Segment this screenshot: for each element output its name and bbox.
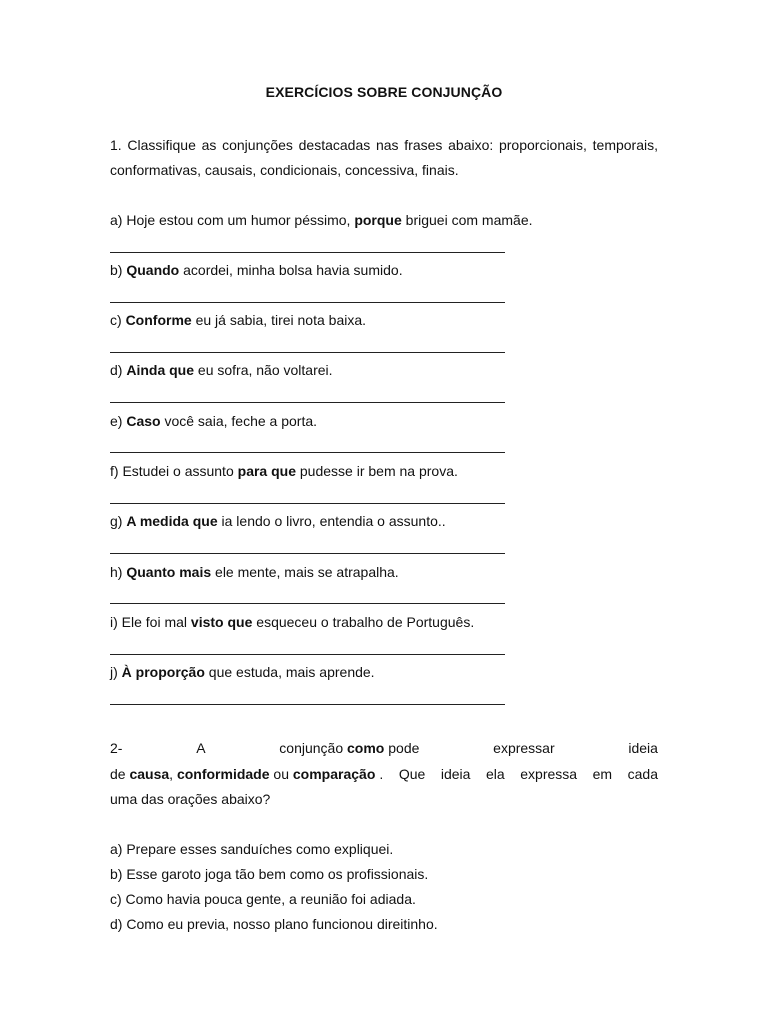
answer-line[interactable] [110, 654, 505, 655]
q1-item-c [110, 312, 366, 328]
highlighted-term: conformidade [176, 766, 270, 782]
item-text: eu já sabia, tirei nota baixa. [191, 312, 367, 328]
highlighted-conjunction: Ainda que [126, 362, 195, 378]
q2-word: expressar [493, 740, 555, 756]
q2-phrase: conjunção como pode [279, 740, 420, 756]
item-text: briguei com mamãe. [401, 212, 533, 228]
q2-phrase: de causa, conformidade ou comparação [110, 766, 376, 782]
item-text: c) [110, 312, 126, 328]
highlighted-conjunction: A medida que [126, 513, 218, 529]
q2-word: ideia [628, 740, 658, 756]
question-1-prompt: 1. Classifique as conjunções destacadas nas frases abaixo: proporcionais, temporais, conformativas, causais, condicionais, concessiva, finais. [110, 137, 658, 178]
page-title: EXERCÍCIOS SOBRE CONJUNÇÃO [265, 84, 503, 100]
highlighted-conjunction: Quanto mais [126, 564, 212, 580]
q1-item-e [110, 413, 317, 429]
item-text: que estuda, mais aprende. [204, 664, 375, 680]
q1-item-j [110, 664, 375, 680]
highlighted-conjunction: porque [354, 212, 402, 228]
q1-item-a [110, 212, 533, 228]
item-text: pudesse ir bem na prova. [296, 463, 458, 479]
q1-item-h [110, 564, 399, 580]
q2-word: A [196, 740, 206, 756]
item-text: d) [110, 362, 127, 378]
q1-item-d [110, 362, 333, 378]
highlighted-term: comparação [292, 766, 376, 782]
answer-line[interactable] [110, 402, 505, 403]
q1-item-f [110, 463, 458, 479]
highlighted-conjunction: para que [237, 463, 296, 479]
highlighted-conjunction: Conforme [125, 312, 192, 328]
highlighted-conjunction: Quando [126, 262, 180, 278]
highlighted-term: causa [129, 766, 170, 782]
question-2-line-1 [110, 740, 658, 756]
item-text: acordei, minha bolsa havia sumido. [179, 262, 403, 278]
item-text: e) [110, 413, 127, 429]
q1-item-i [110, 614, 474, 630]
answer-line[interactable] [110, 302, 505, 303]
item-text: ele mente, mais se atrapalha. [211, 564, 399, 580]
answer-line[interactable] [110, 252, 505, 253]
item-text: você saia, feche a porta. [160, 413, 318, 429]
answer-line[interactable] [110, 704, 505, 705]
highlighted-conjunction: À proporção [121, 664, 205, 680]
answer-line[interactable] [110, 452, 505, 453]
highlighted-conjunction: visto que [190, 614, 253, 630]
highlighted-conjunction: Caso [126, 413, 161, 429]
q1-item-b [110, 262, 403, 278]
item-text: b) [110, 262, 127, 278]
item-text: a) Hoje estou com um humor péssimo, [110, 212, 355, 228]
q2-item-c: c) Como havia pouca gente, a reunião foi adiada. [110, 891, 416, 907]
answer-line[interactable] [110, 553, 505, 554]
answer-line[interactable] [110, 352, 505, 353]
highlighted-conjunction: como [347, 740, 385, 756]
item-text: h) [110, 564, 127, 580]
item-text: i) Ele foi mal [110, 614, 191, 630]
q2-item-a: a) Prepare esses sanduíches como expliquei. [110, 841, 394, 857]
question-number: 2- [110, 740, 123, 756]
item-text: eu sofra, não voltarei. [194, 362, 333, 378]
question-2-line-2 [110, 766, 658, 782]
item-text: j) [110, 664, 122, 680]
item-text: esqueceu o trabalho de Português. [252, 614, 475, 630]
q1-item-g [110, 513, 446, 529]
answer-line[interactable] [110, 503, 505, 504]
item-text: f) Estudei o assunto [110, 463, 238, 479]
answer-line[interactable] [110, 603, 505, 604]
item-text: g) [110, 513, 127, 529]
q2-item-d: d) Como eu previa, nosso plano funcionou direitinho. [110, 916, 438, 932]
q2-item-b: b) Esse garoto joga tão bem como os profissionais. [110, 866, 429, 882]
question-2-line-3: uma das orações abaixo? [110, 791, 271, 807]
item-text: ia lendo o livro, entendia o assunto.. [217, 513, 446, 529]
q2-phrase-rest: . Que ideia ela expressa em cada [379, 766, 658, 782]
